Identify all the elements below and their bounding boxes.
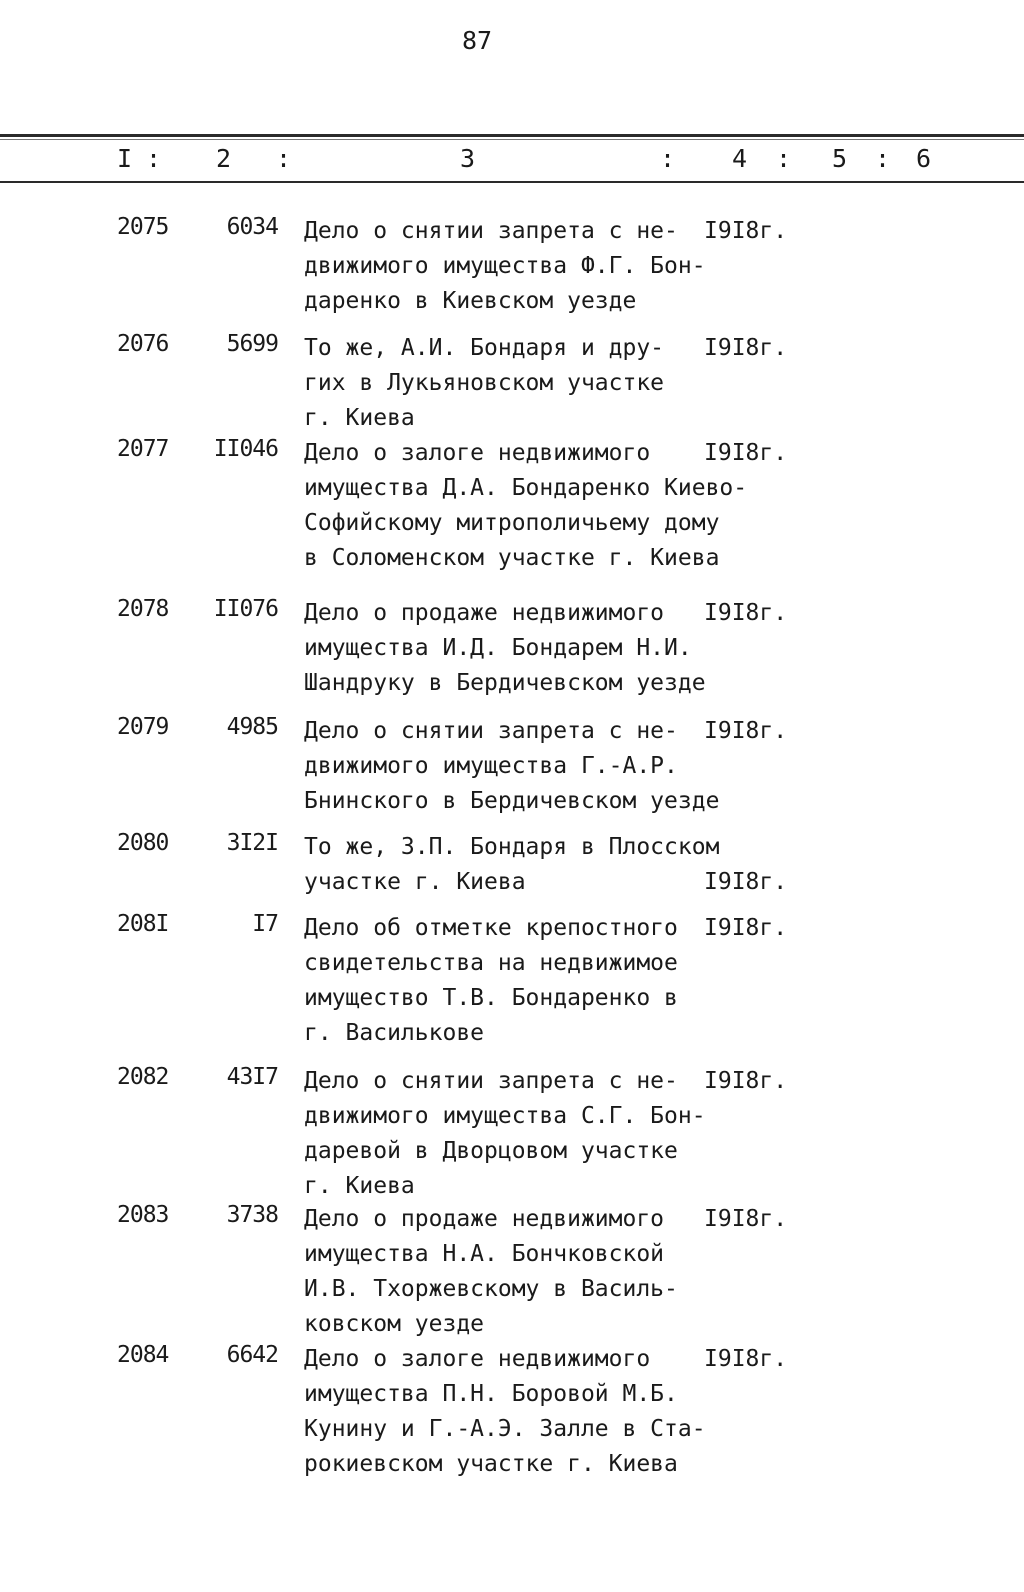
column-separator: : (776, 144, 792, 173)
entry-title (304, 1064, 706, 1204)
entry-title-line: имущество Т.В. Бондаренко в (304, 985, 678, 1011)
entry-title-line: г. Киева (304, 1173, 415, 1199)
entry-title-line: Дело о снятии запрета с не- (304, 718, 678, 744)
column-header-2: 2 (216, 144, 232, 173)
entry-number: 2078 (117, 596, 169, 622)
entry-title-line: рокиевском участке г. Киева (304, 1451, 678, 1477)
entry-year: I9I8г. (704, 869, 788, 895)
entry-title (304, 911, 678, 1051)
entry-title-line: движимого имущества С.Г. Бон- (304, 1103, 706, 1129)
entry-old-number: 5699 (226, 331, 278, 357)
entry-title-line: г. Киева (304, 405, 415, 431)
entry-year: I9I8г. (704, 218, 788, 244)
entry-title (304, 436, 747, 576)
entry-title-line: имущества Н.А. Бончковской (304, 1241, 665, 1267)
column-separator: : (875, 144, 891, 173)
entry-number: 2080 (117, 830, 169, 856)
entry-title-line: Дело о продаже недвижимого (304, 600, 665, 626)
entry-title-line: Кунину и Г.-А.Э. Залле в Ста- (304, 1416, 706, 1442)
entry-old-number: II046 (213, 436, 278, 462)
entry-title (304, 596, 706, 701)
entry-title-line: свидетельства на недвижимое (304, 950, 678, 976)
entry-old-number: 6034 (226, 214, 278, 240)
column-separator: : (146, 144, 162, 173)
entry-number: 2083 (117, 1202, 169, 1228)
entry-number: 2079 (117, 714, 169, 740)
entry-number: 2082 (117, 1064, 169, 1090)
header-rule-bottom (0, 181, 1024, 183)
entry-number: 2077 (117, 436, 169, 462)
entry-title-line: Дело об отметке крепостного (304, 915, 678, 941)
entry-title-line: Бнинского в Бердичевском уезде (304, 788, 720, 814)
entry-number: 208I (117, 911, 169, 937)
entry-title-line: имущества Д.А. Бондаренко Киево- (304, 475, 748, 501)
entry-title-line: Дело о продаже недвижимого (304, 1206, 665, 1232)
entry-title-line: Софийскому митрополичьему дому (304, 510, 720, 536)
entry-year: I9I8г. (704, 915, 788, 941)
entry-title-line: даревой в Дворцовом участке (304, 1138, 678, 1164)
entry-old-number: 3738 (226, 1202, 278, 1228)
column-header-row (0, 144, 1024, 178)
entry-title (304, 1342, 706, 1482)
entry-title-line: Дело о снятии запрета с не- (304, 1068, 678, 1094)
page-number: 87 (462, 26, 493, 55)
header-rule-top-thin (0, 139, 1024, 140)
entry-year: I9I8г. (704, 1206, 788, 1232)
column-header-3: 3 (460, 144, 476, 173)
entry-title-line: г. Василькове (304, 1020, 485, 1046)
entry-title (304, 830, 719, 900)
column-header-4: 4 (732, 144, 748, 173)
entry-year: I9I8г. (704, 1068, 788, 1094)
entry-old-number: II076 (213, 596, 278, 622)
entry-old-number: 4985 (226, 714, 278, 740)
entry-title-line: Дело о залоге недвижимого (304, 440, 651, 466)
entry-year: I9I8г. (704, 440, 788, 466)
entry-number: 2084 (117, 1342, 169, 1368)
entry-title (304, 331, 664, 436)
entry-title (304, 714, 719, 819)
entry-title-line: Шандруку в Бердичевском уезде (304, 670, 706, 696)
header-rule-top (0, 134, 1024, 137)
entry-title-line: И.В. Тхоржевскому в Василь- (304, 1276, 678, 1302)
entry-title-line: То же, А.И. Бондаря и дру- (304, 335, 665, 361)
entry-number: 2075 (117, 214, 169, 240)
entry-year: I9I8г. (704, 1346, 788, 1372)
entry-title (304, 214, 706, 319)
entry-title-line: Дело о залоге недвижимого (304, 1346, 651, 1372)
entry-number: 2076 (117, 331, 169, 357)
column-header-6: 6 (916, 144, 932, 173)
entry-title-line: участке г. Киева (304, 869, 526, 895)
entry-old-number: 3I2I (226, 830, 278, 856)
entry-title-line: ковском уезде (304, 1311, 485, 1337)
entry-title-line: гих в Лукьяновском участке (304, 370, 665, 396)
column-header-1: I (117, 144, 133, 173)
entry-title-line: движимого имущества Ф.Г. Бон- (304, 253, 706, 279)
entry-year: I9I8г. (704, 335, 788, 361)
entry-old-number: 43I7 (226, 1064, 278, 1090)
entry-title-line: То же, З.П. Бондаря в Плосском (304, 834, 720, 860)
column-separator: : (660, 144, 676, 173)
entry-year: I9I8г. (704, 718, 788, 744)
entry-old-number: I7 (252, 911, 278, 937)
column-separator: : (276, 144, 292, 173)
entry-title (304, 1202, 678, 1342)
entry-title-line: в Соломенском участке г. Киева (304, 545, 720, 571)
entry-old-number: 6642 (226, 1342, 278, 1368)
entry-title-line: движимого имущества Г.-А.Р. (304, 753, 678, 779)
column-header-5: 5 (832, 144, 848, 173)
entry-title-line: Дело о снятии запрета с не- (304, 218, 678, 244)
entry-title-line: даренко в Киевском уезде (304, 288, 637, 314)
entry-year: I9I8г. (704, 600, 788, 626)
entry-title-line: имущества И.Д. Бондарем Н.И. (304, 635, 692, 661)
entry-title-line: имущества П.Н. Боровой М.Б. (304, 1381, 678, 1407)
